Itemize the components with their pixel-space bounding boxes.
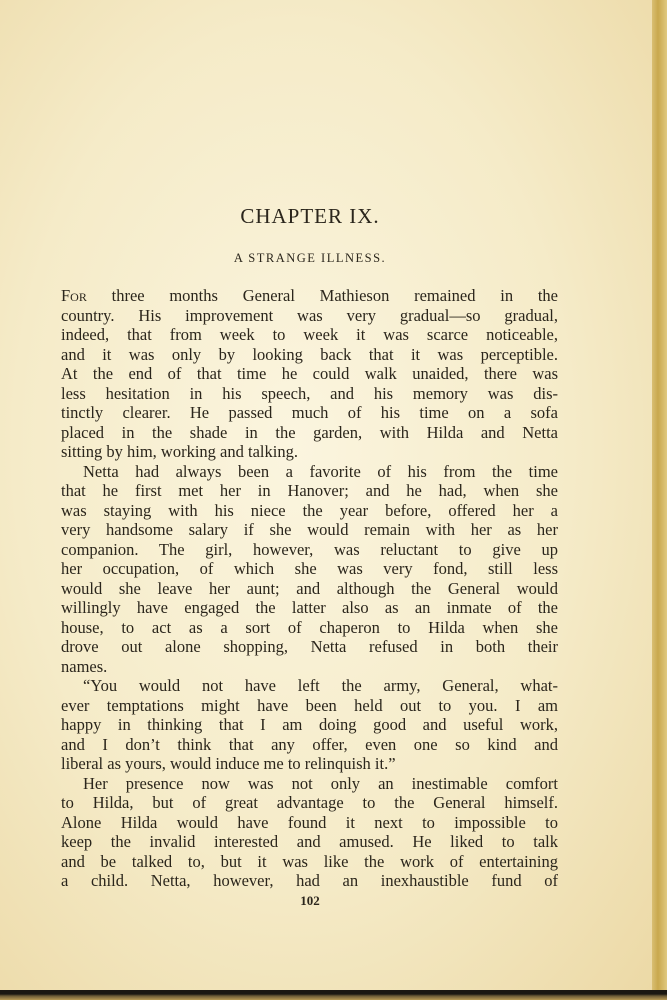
text-line: less hesitation in his speech, and his memory was dis- — [61, 383, 558, 403]
text-line: was staying with his niece the year before, offered her a — [61, 500, 558, 520]
text-line: Alone Hilda would have found it next to impossible to — [61, 812, 558, 832]
page-edge-bottom — [0, 990, 667, 1000]
text-line: house, to act as a sort of chaperon to Hilda when she — [61, 617, 558, 637]
text-line: that he first met her in Hanover; and he had, when she — [61, 481, 558, 500]
text-line: country. His improvement was very gradual—so gradual, — [61, 305, 558, 325]
text-line: “You would not have left the army, General, what- — [83, 676, 558, 695]
text-line: willingly have engaged the latter also as an inmate of the — [61, 598, 558, 617]
text-line: companion. The girl, however, was reluctant to give up — [61, 539, 558, 559]
text-line: drove out alone shopping, Netta refused in both their — [61, 637, 558, 656]
text-line: liberal as yours, would induce me to relinquish it.” — [61, 754, 396, 773]
text-line: At the end of that time he could walk unaided, there was — [61, 364, 558, 383]
body-text — [61, 286, 558, 891]
text-line: indeed, that from week to week it was scarce noticeable, — [61, 325, 558, 344]
lead-small-caps: For — [61, 286, 87, 305]
text-line: her occupation, of which she was very fond, still less — [61, 559, 558, 578]
text-line: For three months General Mathieson remained in the — [61, 286, 558, 305]
text-line: placed in the shade in the garden, with Hilda and Netta — [61, 422, 558, 442]
text-line: Her presence now was not only an inestimable comfort — [83, 773, 558, 793]
text-line: Netta had always been a favorite of his from the time — [83, 461, 558, 481]
text-line: very handsome salary if she would remain with her as her — [61, 520, 558, 539]
text-line: a child. Netta, however, had an inexhaustible fund of — [61, 871, 558, 890]
text-line: happy in thinking that I am doing good and useful work, — [61, 715, 558, 734]
text-line: tinctly clearer. He passed much of his time on a sofa — [61, 403, 558, 422]
text-line: keep the invalid interested and amused. He liked to talk — [61, 832, 558, 851]
text-line: and it was only by looking back that it was perceptible. — [61, 344, 558, 364]
chapter-title: CHAPTER IX. — [240, 204, 380, 228]
text-line: would she leave her aunt; and although the General would — [61, 578, 558, 598]
text-line: to Hilda, but of great advantage to the General himself. — [61, 793, 558, 812]
text-line: ever temptations might have been held out to you. I am — [61, 695, 558, 715]
text-line: and be talked to, but it was like the work of entertaining — [61, 851, 558, 871]
text-line: sitting by him, working and talking. — [61, 442, 298, 461]
text-line: names. — [61, 656, 108, 676]
page-number: 102 — [300, 893, 320, 908]
page-edge-right — [652, 0, 667, 1000]
chapter-subtitle: A STRANGE ILLNESS. — [233, 251, 387, 265]
text-line: and I don’t think that any offer, even one so kind and — [61, 734, 558, 754]
